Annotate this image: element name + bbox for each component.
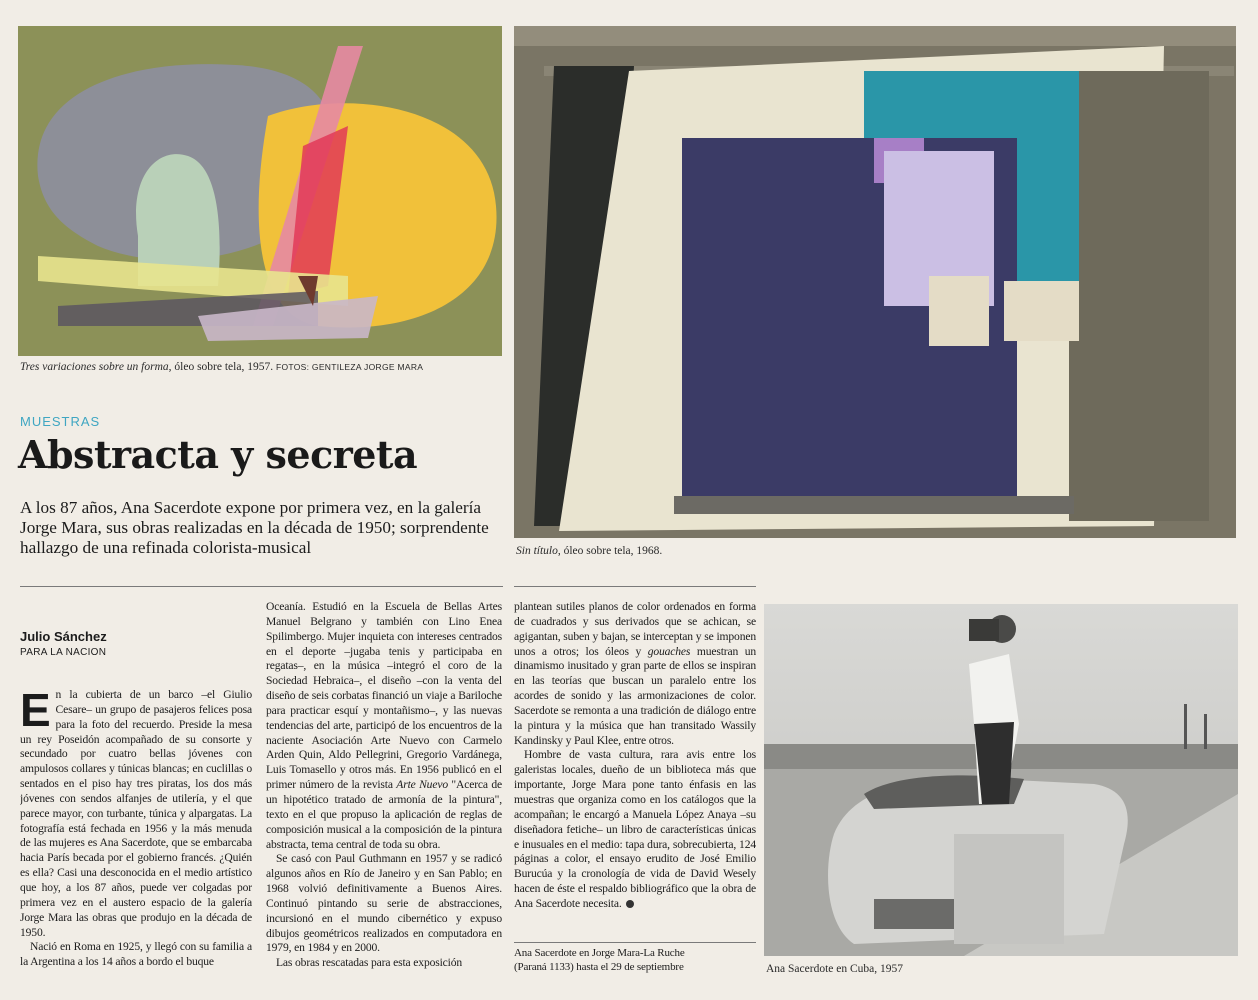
magazine-title: Arte Nuevo xyxy=(396,778,448,792)
paragraph-text: muestran un dinamismo inusitado y gran parte de ellos se inspiran en las teorías que buscan un paralelo entre los acordes de sonido y las armonizaciones de color. Sacerdote se remonta a una tradición de diálogo entre la pintura y la música que han transitado Wassily Kandinsky y Paul Klee, entre otros. xyxy=(514,644,756,747)
paragraph: Nació en Roma en 1925, y llegó con su familia a la Argentina a los 14 años a bordo el buque xyxy=(20,940,252,969)
headline: Abstracta y secreta xyxy=(18,432,418,477)
divider xyxy=(514,942,756,943)
artwork-2-image xyxy=(514,26,1236,538)
paragraph-text: Hombre de vasta cultura, rara avis entre los galeristas locales, dueño de un biblioteca más que importante, Jorge Mara pone tanto énfasis en las muestras que organiza como en los catálogos que la acompañan; le encargó a Manuela López Anaya –su diseñadora fetiche– un libro de características únicas e inusuales en el medio: tapa dura, sobrecubierta, 124 páginas a color, el ensayo erudito de José Emilio Burucúa y la cronología de vida de David Wesely hacen de éste el respaldo bibliográfico que la obra de Ana Sacerdote necesita. xyxy=(514,748,756,910)
artwork-1-painting xyxy=(18,26,502,356)
artwork-1-details: , óleo sobre tela, 1957. xyxy=(168,361,274,373)
artwork-2-details: , óleo sobre tela, 1968. xyxy=(557,545,663,557)
article-column-1 xyxy=(20,688,252,993)
exhibition-info: Ana Sacerdote en Jorge Mara-La Ruche (Paraná 1133) hasta el 29 de septiembre xyxy=(514,947,685,973)
paragraph-text: Oceanía. Estudió en la Escuela de Bellas Artes Manuel Belgrano y también con Lino Enea Spilimbergo. Mujer inquieta con intereses centrados en el deporte –jugaba tenis y participaba en regatas–, en la música –integró el coro de la Sociedad Hebraica–, el diseño –con la venta del diseño de seis corbatas financió un viaje a Bariloche para practicar esquí y montañismo–, y las nuevas tendencias del arte, participó de los encuentros de la naciente Asociación Arte Nuevo con Carmelo Arden Quin, Aldo Pellegrini, Gregorio Vardánega, Luis Tomasello y otros más. En 1956 publicó en el primer número de la revista xyxy=(266,600,502,792)
paragraph xyxy=(514,748,756,911)
divider xyxy=(20,586,503,587)
section-label: MUESTRAS xyxy=(20,414,101,429)
artwork-1-caption xyxy=(20,360,423,374)
paragraph: Las obras rescatadas para esta exposición xyxy=(276,956,463,970)
paragraph-text: n la cubierta de un barco –el Giulio Cesare– un grupo de pasajeros felices posa para la foto del recuerdo. Preside la mesa un rey Poseidón acompañado de su consorte y secundado por cuatro bellas jóvenes con ampulosos collares y túnicas blancas; en cuclillas o sentados en el piso hay tres piratas, los dos más jóvenes con sendos alfanjes de utilería, y el que parece mayor, con turbante, túnica y alpargatas. La fotografía está fechada en 1956 y la más menuda de las mujeres es Ana Sacerdote, que se embarcaba hacia París becada por el gobierno francés. ¿Quién es ella? Casi una desconocida en el medio artístico que hoy, a los 87 años, puede ver colgadas por primera vez en el austero espacio de la galería Jorge Mara las obras que produjo en la década de 1950. xyxy=(20,688,252,939)
paragraph xyxy=(514,600,756,748)
artwork-1-image xyxy=(18,26,502,356)
end-mark-icon xyxy=(626,900,634,908)
artwork-2-painting xyxy=(514,26,1236,538)
divider xyxy=(514,586,756,587)
deck: A los 87 años, Ana Sacerdote expone por primera vez, en la galería Jorge Mara, sus obras realizadas en la década de 1950; sorprendente hallazgo de una refinada colorista-musical xyxy=(20,498,489,557)
article-column-2 xyxy=(266,600,502,993)
photo-caption: Ana Sacerdote en Cuba, 1957 xyxy=(766,963,904,975)
photo-credit: FOTOS: GENTILEZA JORGE MARA xyxy=(275,362,424,372)
paragraph-text: plantean sutiles planos de color ordenados en forma de cuadrados y sus derivados que se achican, se agigantan, suben y bajan, se interceptan y se imponen unos a otros; los óleos y xyxy=(514,600,756,658)
photo-image xyxy=(764,604,1238,956)
article-column-3 xyxy=(514,600,756,942)
paragraph xyxy=(266,600,502,852)
paragraph: Se casó con Paul Guthmann en 1957 y se radicó algunos años en Río de Janeiro y en San Pablo; en 1968 volvió definitivamente a Buenos Aires. Continuó pintando su serie de abstracciones, incursionó en el mundo cibernético y expuso dibujos geométricos realizados en computadora en 1979, en 1984 y en 2000. xyxy=(266,852,502,955)
emphasis: gouaches xyxy=(647,644,691,658)
drop-cap: E xyxy=(20,688,51,736)
author-name: Julio Sánchez xyxy=(20,629,107,644)
photo-cuba xyxy=(764,604,1238,956)
artwork-1-title: Tres variaciones sobre un forma xyxy=(20,361,169,373)
paragraph xyxy=(20,688,252,940)
paragraph-text: "Acerca de un hipotético tratado de armonía de la pintura", texto en el que propuso la aplicación de reglas de composición musical a la composición de la pintura abstracta, tema central de toda su obra. xyxy=(266,778,502,851)
author-role: PARA LA NACION xyxy=(20,647,107,658)
artwork-2-caption xyxy=(516,544,662,558)
artwork-2-title: Sin título xyxy=(516,545,558,557)
